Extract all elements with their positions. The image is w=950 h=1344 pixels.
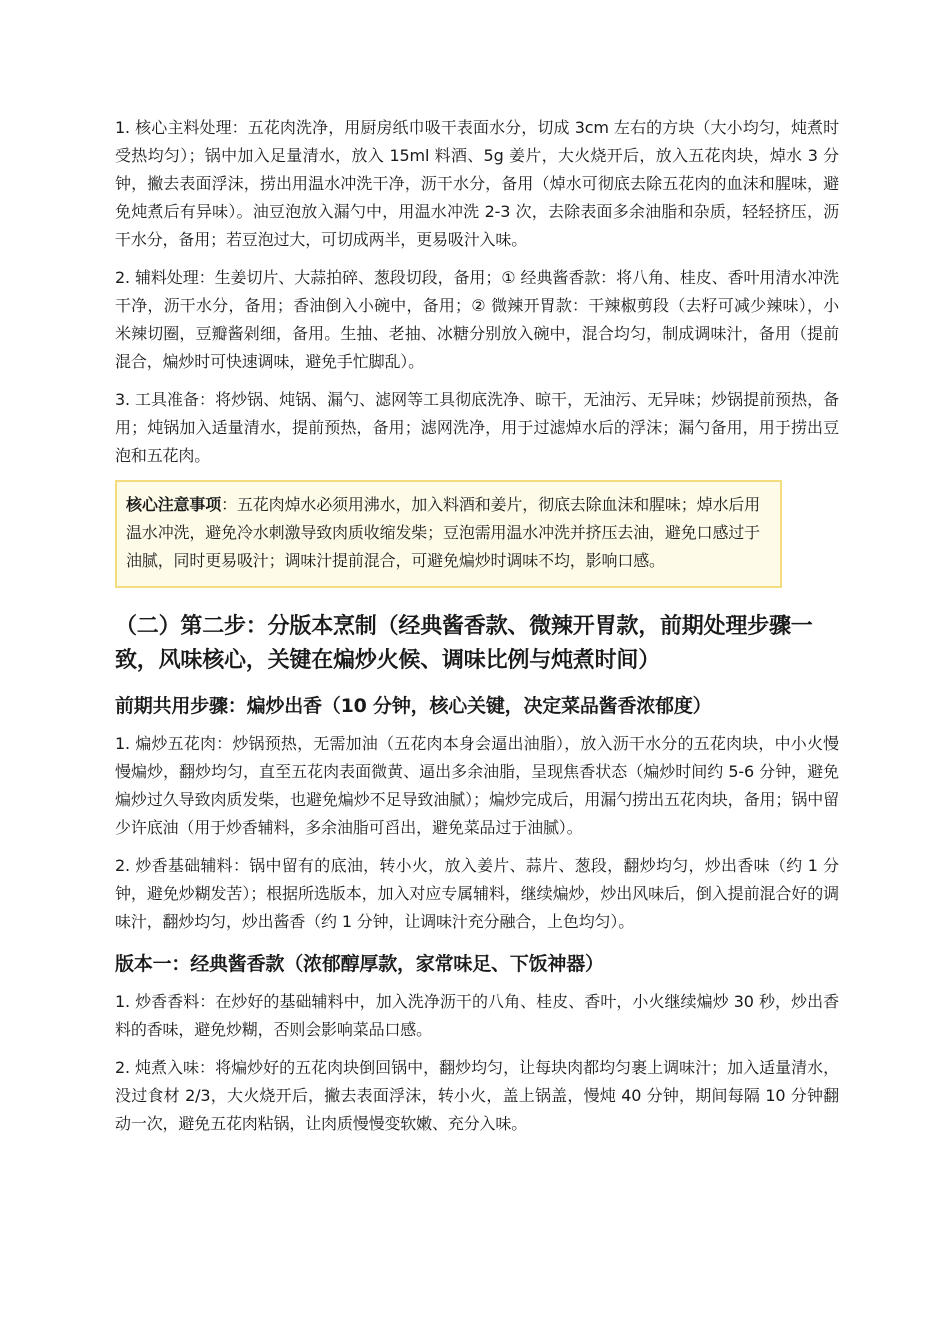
section-title-step-two: （二）第二步：分版本烹制（经典酱香款、微辣开胃款，前期处理步骤一致，风味核心，关键在煸炒火候、调味比例与炖煮时间） xyxy=(115,614,813,673)
prep-step-2: 2. 辅料处理：生姜切片、大蒜拍碎、葱段切段，备用；① 经典酱香款：将八角、桂皮、香叶用清水冲洗干净，沥干水分，备用；香油倒入小碗中，备用；② 微辣开胃款：干辣椒剪段（去籽可减少辣味），小米辣切圈，豆瓣酱剁细，备用。生抽、老抽、冰糖分别放入碗中，混合均匀，制成调味汁，备用（提前混合，煸炒时可快速调味，避免手忙脚乱）。 xyxy=(115,268,839,371)
core-notice-text: ：五花肉焯水必须用沸水，加入料酒和姜片，彻底去除血沫和腥味；焯水后用温水冲洗，避免冷水刺激导致肉质收缩发柴；豆泡需用温水冲洗并挤压去油，避免口感过于油腻，同时更易吸汁；调味汁提前混合，可避免煸炒时调味不均，影响口感。 xyxy=(126,495,761,570)
core-notice-box xyxy=(115,480,782,588)
common-steps-title: 前期共用步骤：煸炒出香（10 分钟，核心关键，决定菜品酱香浓郁度） xyxy=(115,695,712,717)
version-one-step-2: 2. 炖煮入味：将煸炒好的五花肉块倒回锅中，翻炒均匀，让每块肉都均匀裹上调味汁；加入适量清水，没过食材 2/3，大火烧开后，撇去表面浮沫，转小火，盖上锅盖，慢炖 40 分钟，期间每隔 10 分钟翻动一次，避免五花肉粘锅，让肉质慢慢变软嫩、充分入味。 xyxy=(115,1058,839,1133)
version-one-title: 版本一：经典酱香款（浓郁醇厚款，家常味足、下饭神器） xyxy=(115,953,604,975)
common-step-2: 2. 炒香基础辅料：锅中留有的底油，转小火，放入姜片、蒜片、葱段，翻炒均匀，炒出香味（约 1 分钟，避免炒糊发苦）；根据所选版本，加入对应专属辅料，继续煸炒，炒出风味后，倒入提前混合好的调味汁，翻炒均匀，炒出酱香（约 1 分钟，让调味汁充分融合，上色均匀）。 xyxy=(115,856,839,931)
common-step-1: 1. 煸炒五花肉：炒锅预热，无需加油（五花肉本身会逼出油脂），放入沥干水分的五花肉块，中小火慢慢煸炒，翻炒均匀，直至五花肉表面微黄、逼出多余油脂，呈现焦香状态（煸炒时间约 5-6 分钟，避免煸炒过久导致肉质发柴，也避免煸炒不足导致油腻）；煸炒完成后，用漏勺捞出五花肉块，备用；锅中留少许底油（用于炒香辅料，多余油脂可舀出，避免菜品过于油腻）。 xyxy=(115,734,839,837)
prep-step-1: 1. 核心主料处理：五花肉洗净，用厨房纸巾吸干表面水分，切成 3cm 左右的方块（大小均匀，炖煮时受热均匀）；锅中加入足量清水，放入 15ml 料酒、5g 姜片，大火烧开后，放入五花肉块，焯水 3 分钟，撇去表面浮沫，捞出用温水冲洗干净，沥干水分，备用（焯水可彻底去除五花肉的血沫和腥味，避免炖煮后有异味）。油豆泡放入漏勺中，用温水冲洗 2-3 次，去除表面多余油脂和杂质，轻轻挤压，沥干水分，备用；若豆泡过大，可切成两半，更易吸汁入味。 xyxy=(115,118,839,249)
core-notice-label: 核心注意事项 xyxy=(126,495,222,514)
version-one-step-1: 1. 炒香香料：在炒好的基础辅料中，加入洗净沥干的八角、桂皮、香叶，小火继续煸炒 30 秒，炒出香料的香味，避免炒糊，否则会影响菜品口感。 xyxy=(115,992,839,1039)
document-page xyxy=(115,114,839,1148)
prep-step-3: 3. 工具准备：将炒锅、炖锅、漏勺、滤网等工具彻底洗净、晾干，无油污、无异味；炒锅提前预热，备用；炖锅加入适量清水，提前预热，备用；滤网洗净，用于过滤焯水后的浮沫；漏勺备用，用于捞出豆泡和五花肉。 xyxy=(115,390,839,465)
